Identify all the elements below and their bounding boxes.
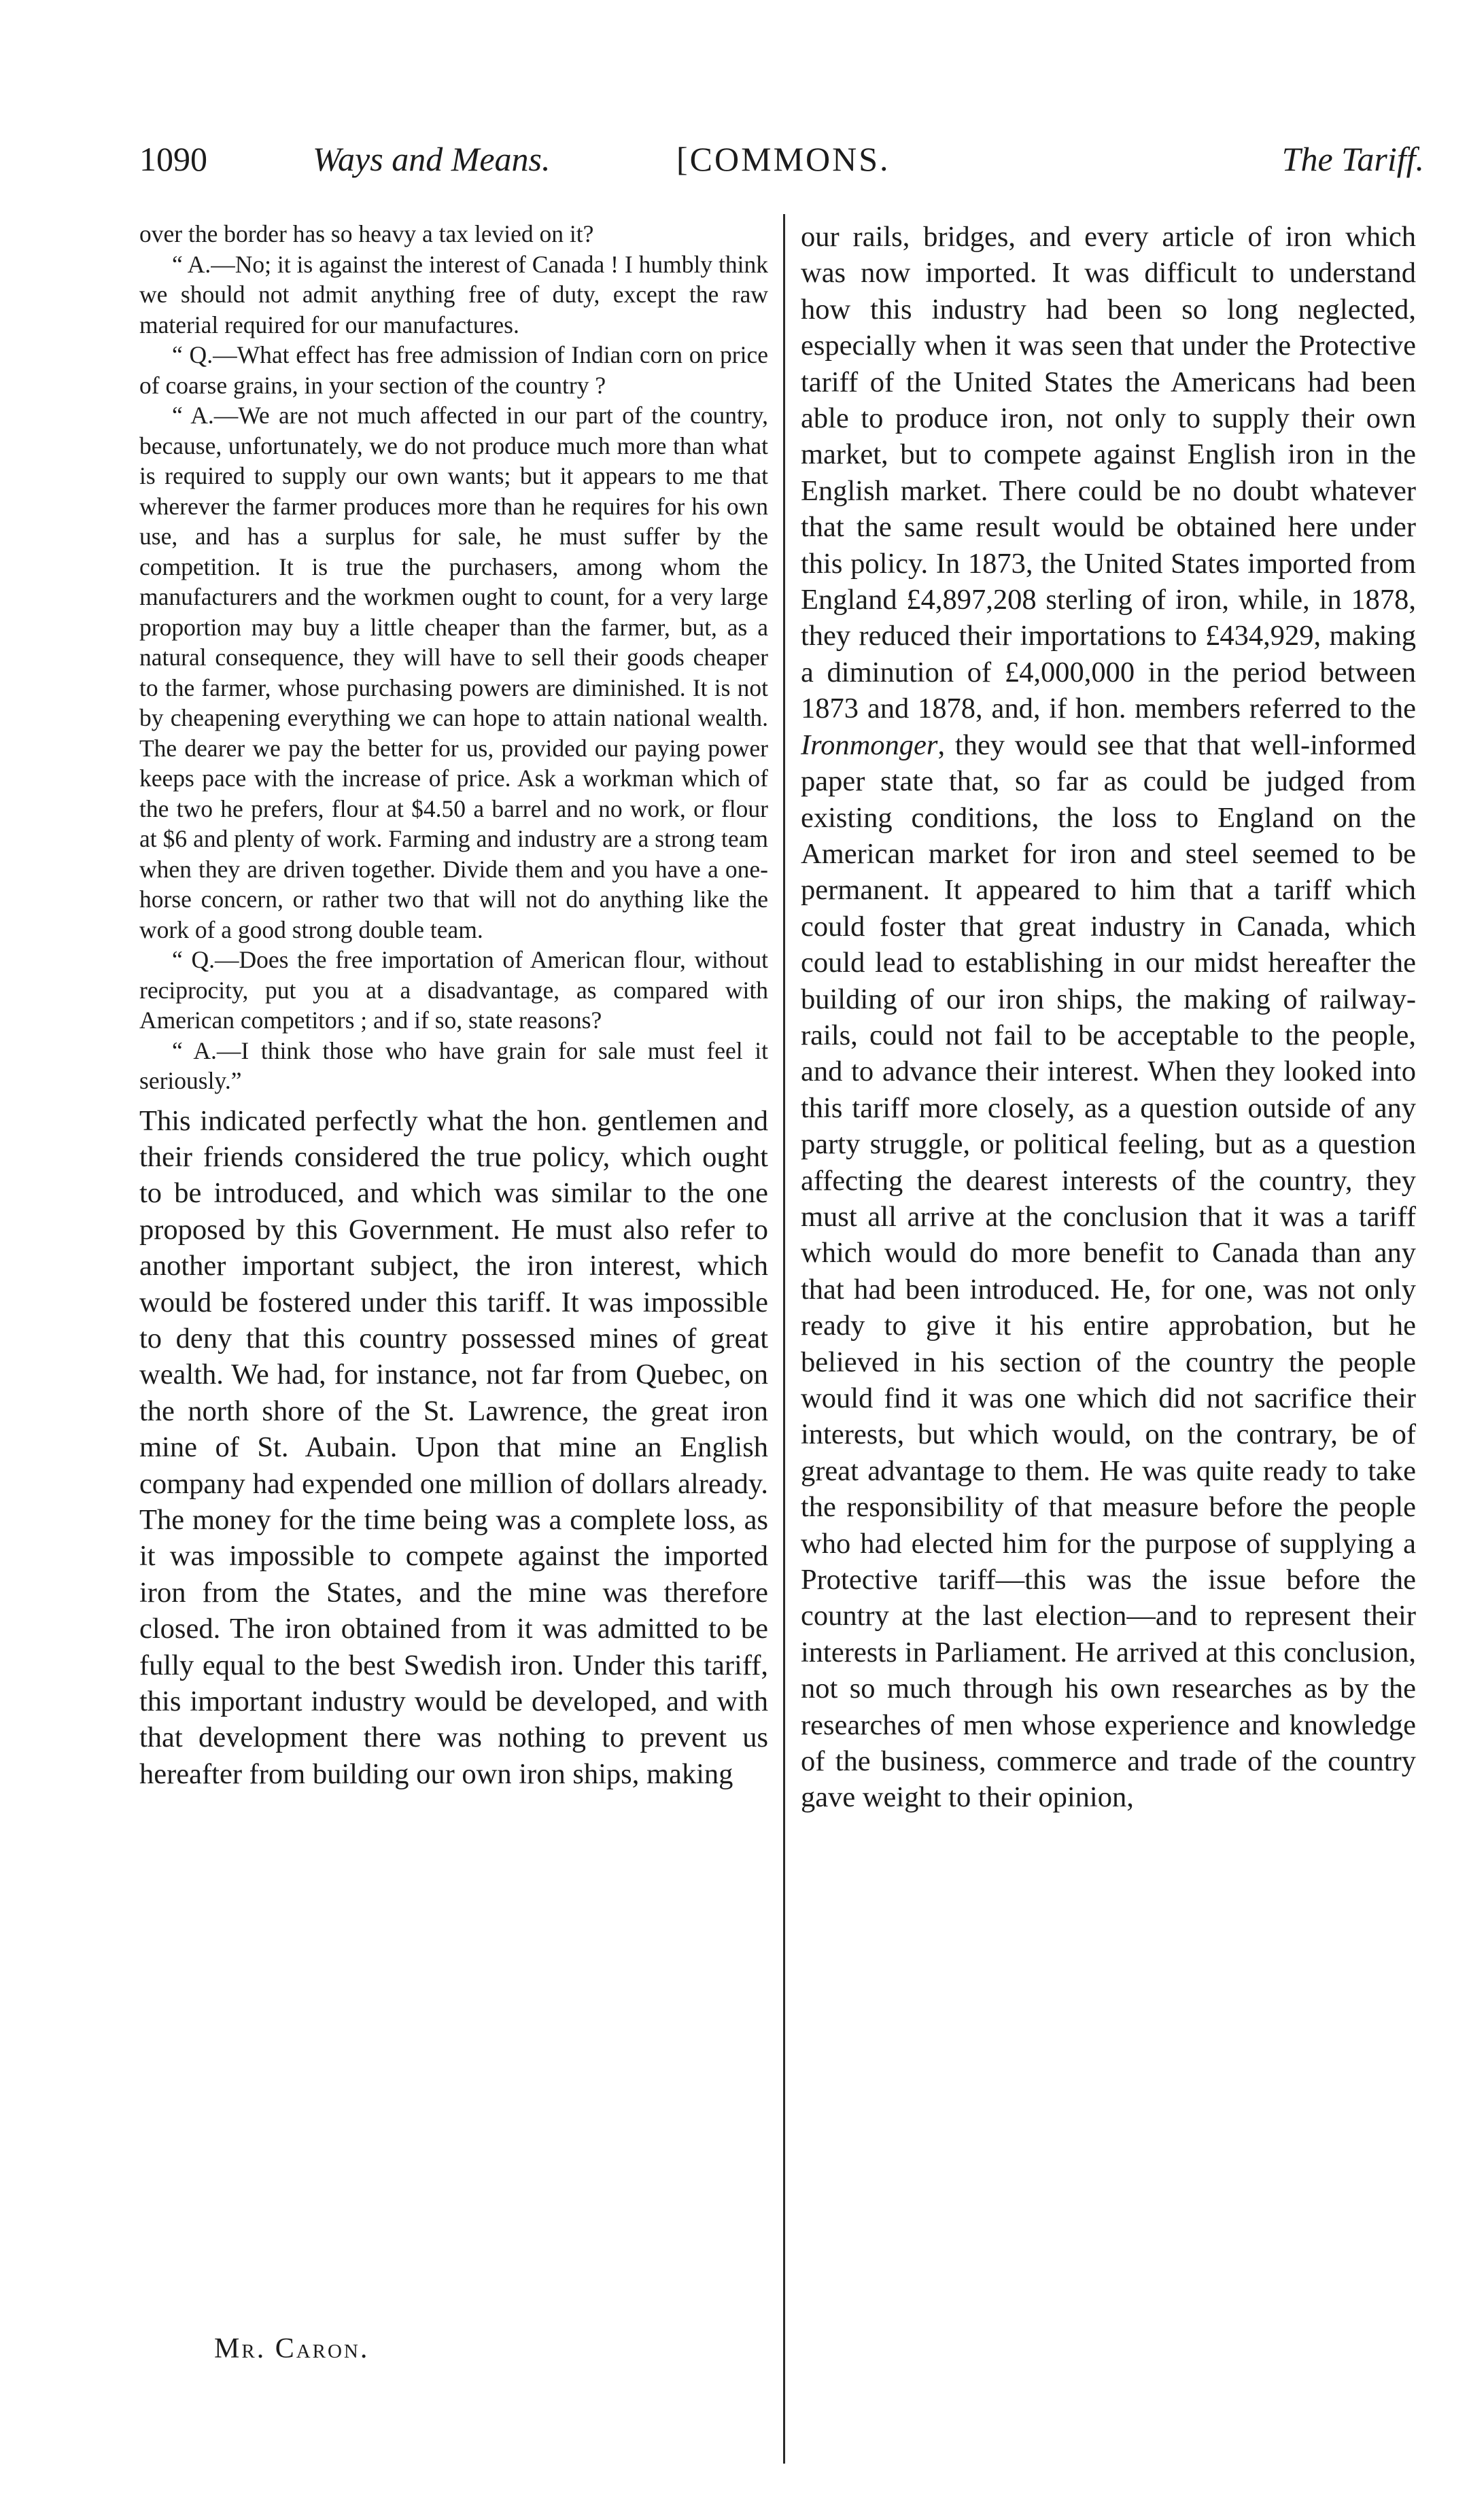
speaker-footer: Mr. Caron. [214,2333,370,2364]
quote-paragraph: “ A.—I think those who have grain for sale must feel it seriously.” [139,1036,768,1094]
quoted-testimony [139,219,768,1096]
speech-text-left [139,1103,768,1793]
right-column [801,219,1416,1816]
publication-title: Ironmonger [801,729,938,761]
running-title-left: Ways and Means. [313,140,551,178]
quote-paragraph: “ A.—No; it is against the interest of Canada ! I humbly think we should not admit anything free of duty, except the raw material required for our manufactures. [139,250,768,338]
speech-paragraph [801,219,1416,1816]
speech-paragraph: This indicated perfectly what the hon. gentlemen and their friends considered the true policy, which ought to be introduced, and which was similar to the one proposed by this Government. He must also refer to another important subject, the iron interest, which would be fostered under this tariff. It was impossible to deny that this country possessed mines of great wealth. We had, for instance, not far from Quebec, on the north shore of the St. Lawrence, the great iron mine of St. Aubain. Upon that mine an English company had expended one million of dollars already. The money for the time being was a complete loss, as it was impossible to compete against the imported iron from the States, and the mine was therefore closed. The iron obtained from it was admitted to be fully equal to the best Swedish iron. Under this tariff, this important industry would be developed, and with that development there was nothing to prevent us hereafter from building our own iron ships, making [139,1104,768,1790]
speech-text-right [801,219,1416,1816]
page-number: 1090 [139,140,207,178]
speech-text: our rails, bridges, and every article of iron which was now imported. It was difficult to understand how this industry had been so long neglected, especially when it was seen that under the Protective tariff of the United States the Americans had been able to produce iron, not only to supply their own market, but to compete against English iron in the English market. There could be no doubt whatever that the same result would be obtained here under this policy. In 1873, the United States imported from England £4,897,208 sterling of iron, while, in 1878, they reduced their importations to £434,929, making a diminution of £4,000,000 in the period between 1873 and 1878, and, if hon. members referred to the [801,221,1416,725]
left-column [139,219,768,1792]
running-title-right: The Tariff. [1281,140,1424,178]
quote-paragraph: “ A.—We are not much affected in our part of the country, because, unfortunately, we do not produce much more than what is required to supply our own wants; but it appears to me that wherever the farmer produces more than he requires for his own use, and has a surplus for sale, he must suffer by the competition. It is true the purchasers, among whom the manufacturers and the workmen ought to count, for a very large proportion may buy a little cheaper than the farmer, but, as a natural consequence, they will have to sell their goods cheaper to the farmer, whose purchasing powers are diminished. It is not by cheapening everything we can hope to attain national wealth. The dearer we pay the better for us, provided our paying power keeps pace with the increase of price. Ask a workman which of the two he prefers, flour at $4.50 a barrel and no work, or flour at $6 and plenty of work. Farming and industry are a strong team when they are driven together. Divide them and you have a one-horse concern, or rather two that will not do anything like the work of a good strong double team. [139,402,768,943]
quote-paragraph: “ Q.—Does the free importation of American flour, without reciprocity, put you at a disadvantage, as compared with American competitors ; and if so, state reasons? [139,946,768,1034]
speech-text: , they would see that that well-informed paper state that, so far as could be judged from existing conditions, the loss to England on the American market for iron and steel seemed to be permanent. It appeared to him that a tariff which could foster that great industry in Canada, which could lead to establishing in our midst hereafter the building of our iron ships, the making of railway-rails, could not fail to be acceptable to the people, and to advance their interest. When they looked into this tariff more closely, as a question outside of any party struggle, or political feeling, but as a question affecting the dearest interests of the country, they must all arrive at the conclusion that it was a tariff which would do more benefit to Canada than any that had been introduced. He, for one, was not only ready to give it his entire approbation, but he believed in his section of the country the people would find it was one which did not sacrifice their interests, but which would, on the contrary, be of great advantage to them. He was quite ready to take the responsibility of that measure before the people who had elected him for the purpose of supplying a Protective tariff—this was the issue before the country at the last election—and to represent their interests in Parliament. He arrived at this conclusion, not so much through his own researches as by the researches of men whose experience and knowledge of the business, commerce and trade of the country gave weight to their opinion, [801,729,1416,1814]
house-label: [COMMONS. [676,140,891,178]
quote-paragraph: over the border has so heavy a tax levied on it? [139,220,594,247]
quote-paragraph: “ Q.—What effect has free admission of Indian corn on price of coarse grains, in your section of the country ? [139,341,768,399]
page-header [139,139,1424,194]
column-divider [783,214,785,2464]
